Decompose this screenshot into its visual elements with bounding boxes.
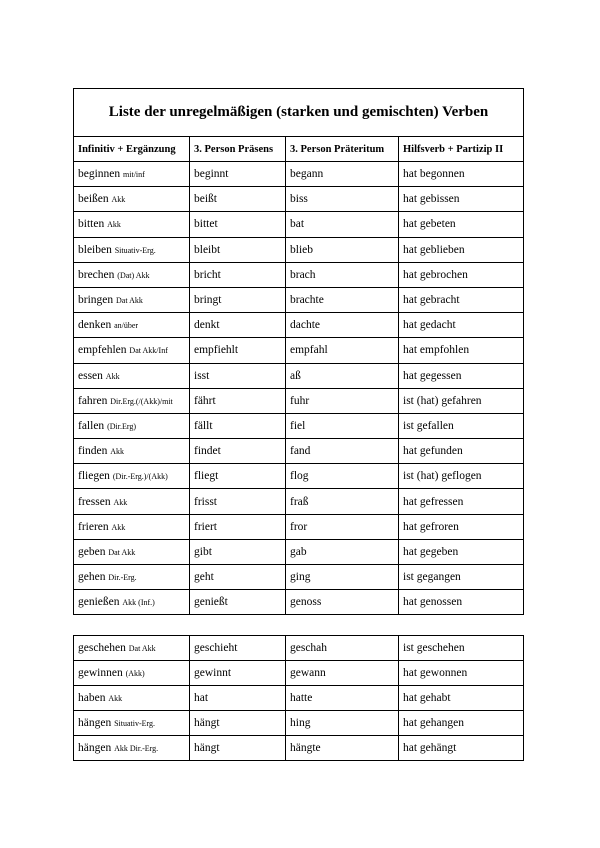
praeteritum-cell: hatte xyxy=(286,686,399,711)
ergaenzung: Situativ-Erg. xyxy=(114,245,156,255)
infinitiv: beginnen xyxy=(78,168,121,181)
praesens-cell: findet xyxy=(190,439,286,464)
partizip-cell: hat begonnen xyxy=(399,162,524,187)
infinitiv-cell xyxy=(74,736,190,761)
praesens-cell: hängt xyxy=(190,711,286,736)
praesens-cell: isst xyxy=(190,363,286,388)
table-row xyxy=(74,636,524,661)
ergaenzung: Situativ-Erg. xyxy=(114,719,156,728)
praeteritum-cell: brach xyxy=(286,262,399,287)
partizip-cell: hat gebissen xyxy=(399,187,524,212)
praeteritum-cell: fiel xyxy=(286,413,399,438)
table-row xyxy=(74,686,524,711)
ergaenzung: Akk Dir.-Erg. xyxy=(114,744,159,753)
praeteritum-cell: blieb xyxy=(286,237,399,262)
praesens-cell: genießt xyxy=(190,590,286,615)
ergaenzung: Akk xyxy=(111,195,126,205)
infinitiv-cell xyxy=(74,287,190,312)
ergaenzung: Dat Akk xyxy=(128,644,156,653)
partizip-cell: hat gefressen xyxy=(399,489,524,514)
praeteritum-cell: begann xyxy=(286,162,399,187)
partizip-cell: hat gehängt xyxy=(399,736,524,761)
infinitiv-cell xyxy=(74,489,190,514)
praeteritum-cell: geschah xyxy=(286,636,399,661)
infinitiv: gewinnen xyxy=(78,667,123,679)
praesens-cell: hängt xyxy=(190,736,286,761)
infinitiv: hängen xyxy=(78,717,112,729)
infinitiv: beißen xyxy=(78,193,109,206)
praesens-cell: beginnt xyxy=(190,162,286,187)
infinitiv: bringen xyxy=(78,294,114,307)
infinitiv: essen xyxy=(78,369,103,382)
infinitiv: geben xyxy=(78,545,106,558)
ergaenzung: Akk xyxy=(108,694,123,703)
table-row xyxy=(74,338,524,363)
partizip-cell: ist (hat) gefahren xyxy=(399,388,524,413)
praesens-cell: friert xyxy=(190,514,286,539)
verb-table-2 xyxy=(73,635,524,761)
ergaenzung: Akk xyxy=(107,220,121,230)
ergaenzung: Akk xyxy=(110,447,125,457)
table-row xyxy=(74,565,524,590)
praesens-cell: bleibt xyxy=(190,237,286,262)
ergaenzung: Akk (Inf.) xyxy=(122,598,155,608)
infinitiv-cell xyxy=(74,464,190,489)
table-row xyxy=(74,711,524,736)
praesens-cell: frisst xyxy=(190,489,286,514)
partizip-cell: hat gegessen xyxy=(399,363,524,388)
infinitiv: genießen xyxy=(78,596,120,609)
partizip-cell: hat gebeten xyxy=(399,212,524,237)
praesens-cell: hat xyxy=(190,686,286,711)
ergaenzung: Akk xyxy=(111,522,126,532)
table-row xyxy=(74,489,524,514)
table-row xyxy=(74,464,524,489)
ergaenzung: Akk xyxy=(105,371,120,381)
infinitiv-cell xyxy=(74,539,190,564)
header-praesens: 3. Person Präsens xyxy=(190,137,286,162)
table-row xyxy=(74,661,524,686)
infinitiv: hängen xyxy=(78,742,112,754)
praesens-cell: denkt xyxy=(190,313,286,338)
partizip-cell: hat geblieben xyxy=(399,237,524,262)
praeteritum-cell: fror xyxy=(286,514,399,539)
ergaenzung: Dat Akk xyxy=(108,547,136,557)
infinitiv-cell xyxy=(74,262,190,287)
infinitiv: fahren xyxy=(78,394,108,407)
infinitiv-cell xyxy=(74,313,190,338)
infinitiv-cell xyxy=(74,636,190,661)
partizip-cell: hat genossen xyxy=(399,590,524,615)
ergaenzung: Dir.-Erg. xyxy=(108,573,137,583)
praesens-cell: geht xyxy=(190,565,286,590)
table-row xyxy=(74,363,524,388)
praeteritum-cell: flog xyxy=(286,464,399,489)
praesens-cell: fällt xyxy=(190,413,286,438)
table-row xyxy=(74,514,524,539)
praesens-cell: empfiehlt xyxy=(190,338,286,363)
ergaenzung: Dir.Erg.(/(Akk)/mit xyxy=(110,396,173,406)
infinitiv: bleiben xyxy=(78,243,112,256)
infinitiv-cell xyxy=(74,413,190,438)
partizip-cell: ist gegangen xyxy=(399,565,524,590)
partizip-cell: hat gedacht xyxy=(399,313,524,338)
praeteritum-cell: brachte xyxy=(286,287,399,312)
praesens-cell: fliegt xyxy=(190,464,286,489)
ergaenzung: Dat Akk xyxy=(116,296,143,306)
infinitiv: denken xyxy=(78,319,112,332)
infinitiv-cell xyxy=(74,439,190,464)
partizip-cell: ist geschehen xyxy=(399,636,524,661)
partizip-cell: ist gefallen xyxy=(399,413,524,438)
infinitiv-cell xyxy=(74,565,190,590)
infinitiv: bitten xyxy=(78,218,105,231)
infinitiv: geschehen xyxy=(78,642,126,654)
header-partizip: Hilfsverb + Partizip II xyxy=(399,137,524,162)
table-row xyxy=(74,590,524,615)
praesens-cell: geschieht xyxy=(190,636,286,661)
table-row xyxy=(74,388,524,413)
partizip-cell: hat gegeben xyxy=(399,539,524,564)
ergaenzung: mit/inf xyxy=(123,170,145,180)
infinitiv: fliegen xyxy=(78,470,110,483)
ergaenzung: (Dir.Erg) xyxy=(107,421,137,431)
table-row xyxy=(74,212,524,237)
table-row xyxy=(74,237,524,262)
infinitiv-cell xyxy=(74,590,190,615)
header-praeteritum: 3. Person Präteritum xyxy=(286,137,399,162)
infinitiv-cell xyxy=(74,388,190,413)
praesens-cell: bringt xyxy=(190,287,286,312)
praeteritum-cell: biss xyxy=(286,187,399,212)
infinitiv-cell xyxy=(74,363,190,388)
infinitiv-cell xyxy=(74,237,190,262)
praeteritum-cell: gewann xyxy=(286,661,399,686)
praeteritum-cell: gab xyxy=(286,539,399,564)
praeteritum-cell: bat xyxy=(286,212,399,237)
infinitiv: empfehlen xyxy=(78,344,127,357)
table-row xyxy=(74,287,524,312)
praeteritum-cell: dachte xyxy=(286,313,399,338)
praesens-cell: gewinnt xyxy=(190,661,286,686)
infinitiv-cell xyxy=(74,686,190,711)
infinitiv: haben xyxy=(78,692,106,704)
infinitiv-cell xyxy=(74,661,190,686)
header-infinitiv: Infinitiv + Ergänzung xyxy=(74,137,190,162)
infinitiv-cell xyxy=(74,187,190,212)
partizip-cell: ist (hat) geflogen xyxy=(399,464,524,489)
partizip-cell: hat gewonnen xyxy=(399,661,524,686)
partizip-cell: hat gebrochen xyxy=(399,262,524,287)
infinitiv: finden xyxy=(78,445,108,458)
infinitiv-cell xyxy=(74,711,190,736)
infinitiv: brechen xyxy=(78,268,115,281)
infinitiv-cell xyxy=(74,162,190,187)
infinitiv: fallen xyxy=(78,419,105,432)
partizip-cell: hat gefroren xyxy=(399,514,524,539)
partizip-cell: hat gehangen xyxy=(399,711,524,736)
praeteritum-cell: fuhr xyxy=(286,388,399,413)
infinitiv: gehen xyxy=(78,571,106,584)
infinitiv: fressen xyxy=(78,495,111,508)
praesens-cell: bricht xyxy=(190,262,286,287)
table-row xyxy=(74,539,524,564)
praesens-cell: gibt xyxy=(190,539,286,564)
table-row xyxy=(74,162,524,187)
table-row xyxy=(74,736,524,761)
ergaenzung: an/über xyxy=(114,321,139,331)
ergaenzung: Dat Akk/Inf xyxy=(129,346,168,356)
praeteritum-cell: genoss xyxy=(286,590,399,615)
infinitiv-cell xyxy=(74,514,190,539)
praeteritum-cell: ging xyxy=(286,565,399,590)
partizip-cell: hat empfohlen xyxy=(399,338,524,363)
praeteritum-cell: fraß xyxy=(286,489,399,514)
partizip-cell: hat gehabt xyxy=(399,686,524,711)
praesens-cell: fährt xyxy=(190,388,286,413)
praeteritum-cell: fand xyxy=(286,439,399,464)
table-row xyxy=(74,439,524,464)
infinitiv-cell xyxy=(74,212,190,237)
praeteritum-cell: empfahl xyxy=(286,338,399,363)
infinitiv: frieren xyxy=(78,520,109,533)
partizip-cell: hat gebracht xyxy=(399,287,524,312)
verb-table-1 xyxy=(73,88,524,615)
praesens-cell: beißt xyxy=(190,187,286,212)
table-row xyxy=(74,262,524,287)
page-title: Liste der unregelmäßigen (starken und gemischten) Verben xyxy=(74,89,524,137)
infinitiv-cell xyxy=(74,338,190,363)
table-row xyxy=(74,413,524,438)
ergaenzung: (Dir.-Erg.)/(Akk) xyxy=(112,472,168,482)
partizip-cell: hat gefunden xyxy=(399,439,524,464)
praeteritum-cell: aß xyxy=(286,363,399,388)
ergaenzung: (Dat) Akk xyxy=(117,270,150,280)
table-row xyxy=(74,187,524,212)
praesens-cell: bittet xyxy=(190,212,286,237)
ergaenzung: Akk xyxy=(113,497,128,507)
praeteritum-cell: hängte xyxy=(286,736,399,761)
praeteritum-cell: hing xyxy=(286,711,399,736)
table-row xyxy=(74,313,524,338)
ergaenzung: (Akk) xyxy=(125,669,145,678)
